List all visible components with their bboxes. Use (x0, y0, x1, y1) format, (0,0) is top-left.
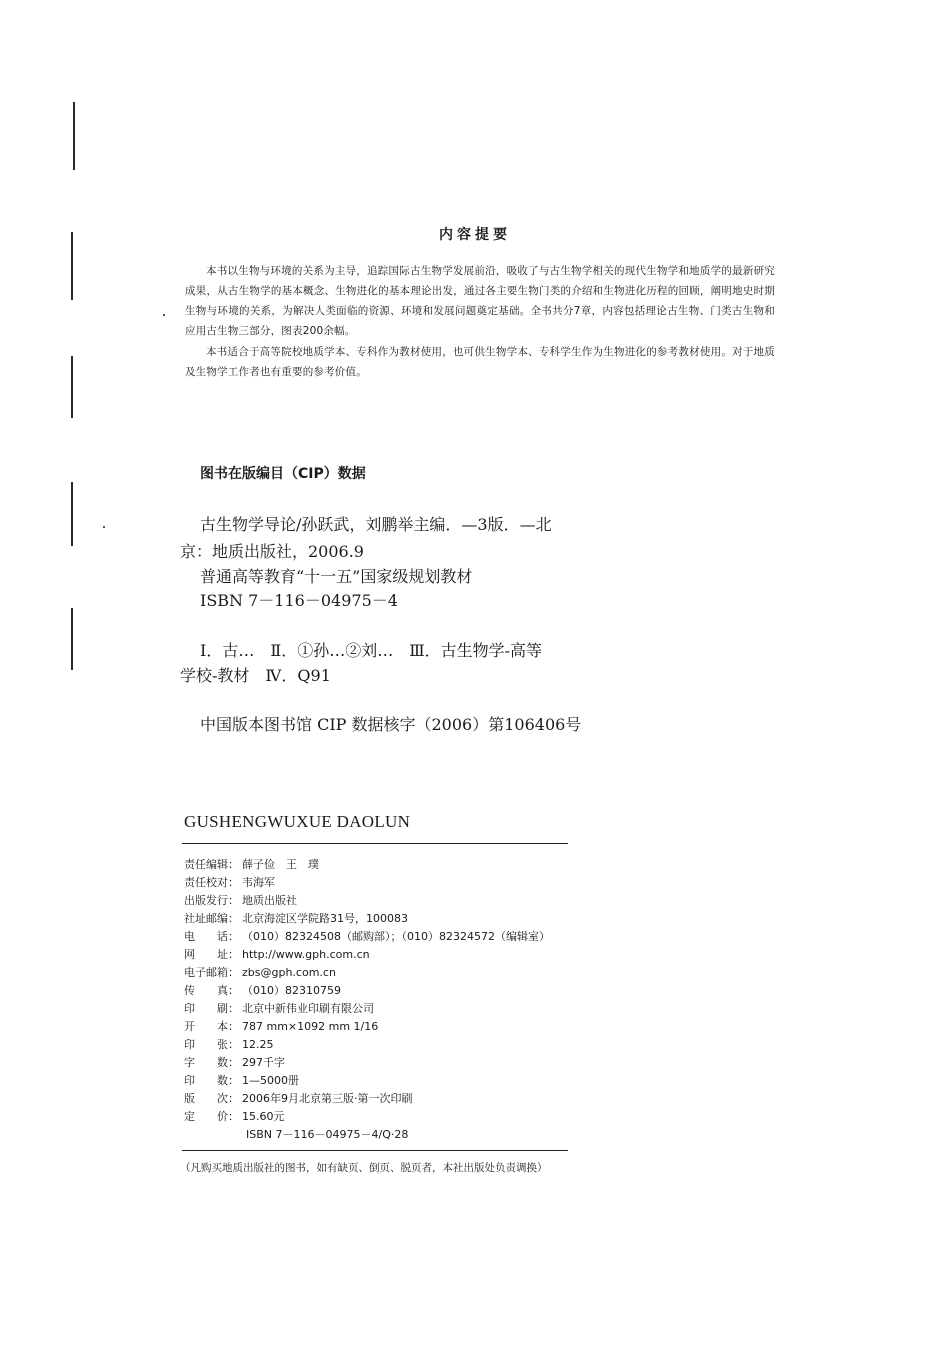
isbn-line: ISBN 7－116－04975－4/Q·28 (246, 1128, 409, 1141)
abstract-paragraph: 本书适合于高等院校地质学本、专科作为教材使用，也可供生物学本、专科学生作为生物进化的参考教材使用。对于地质及生物学工作者也有重要的参考价值。 (185, 346, 775, 378)
info-row (184, 910, 574, 928)
scan-dot (163, 314, 165, 316)
cip-line: ISBN 7－116－04975－4 (200, 591, 398, 610)
info-label: 字 数： (184, 1056, 239, 1069)
info-row (184, 1090, 574, 1108)
divider (182, 1150, 568, 1151)
info-row (184, 964, 574, 982)
scan-mark (73, 102, 75, 170)
info-value: 787 mm×1092 mm 1/16 (242, 1020, 379, 1033)
footer-note: （凡购买地质出版社的图书，如有缺页、倒页、脱页者，本社出版处负责调换） (180, 1162, 548, 1174)
info-row (184, 1072, 574, 1090)
divider (182, 843, 568, 844)
info-label: 传 真： (184, 984, 239, 997)
info-value: 1—5000册 (242, 1074, 299, 1087)
info-row (184, 1036, 574, 1054)
info-row (184, 928, 574, 946)
scan-mark (71, 356, 73, 418)
info-label: 社址邮编： (184, 912, 239, 925)
info-value: 15.60元 (242, 1110, 285, 1123)
info-row (184, 874, 574, 892)
info-value: 12.25 (242, 1038, 274, 1051)
info-row (184, 946, 574, 964)
info-row (184, 982, 574, 1000)
colophon-info-list (184, 856, 574, 1144)
cip-line: 京：地质出版社，2006.9 (180, 542, 364, 561)
info-value: 地质出版社 (242, 894, 297, 907)
scan-mark (71, 608, 73, 670)
colophon-title: GUSHENGWUXUE DAOLUN (184, 812, 411, 831)
cip-line: 古生物学导论/孙跃武，刘鹏举主编．—3版．—北 (200, 515, 552, 534)
info-label: 电子邮箱： (184, 966, 239, 979)
info-value: （010）82310759 (242, 984, 341, 997)
cip-line: 中国版本图书馆 CIP 数据核字（2006）第106406号 (200, 715, 582, 734)
info-value: 北京海淀区学院路31号，100083 (242, 912, 408, 925)
info-value: zbs@gph.com.cn (242, 966, 336, 979)
cip-heading: 图书在版编目（CIP）数据 (200, 466, 366, 482)
info-label: 印 数： (184, 1074, 239, 1087)
info-label: 印 刷： (184, 1002, 239, 1015)
info-row (184, 1054, 574, 1072)
info-row (184, 1018, 574, 1036)
info-value: 2006年9月北京第三版·第一次印刷 (242, 1092, 413, 1105)
info-row (184, 1000, 574, 1018)
info-row (184, 1108, 574, 1126)
scan-mark (71, 482, 73, 546)
cip-line: Ⅰ．古… Ⅱ．①孙…②刘… Ⅲ．古生物学-高等 (200, 641, 543, 660)
info-row (184, 856, 574, 874)
info-value: http://www.gph.com.cn (242, 948, 370, 961)
info-value: 北京中新伟业印刷有限公司 (242, 1002, 374, 1015)
info-label: 开 本： (184, 1020, 239, 1033)
cip-line: 学校-教材 Ⅳ．Q91 (180, 666, 331, 685)
info-value: 薛子俭 王 璞 (242, 858, 319, 871)
info-value: 297千字 (242, 1056, 285, 1069)
scan-dot (103, 526, 105, 528)
info-label: 责任编辑： (184, 858, 239, 871)
info-label: 电 话： (184, 930, 239, 943)
info-label: 版 次： (184, 1092, 239, 1105)
info-row (184, 892, 574, 910)
cip-line: 普通高等教育“十一五”国家级规划教材 (200, 567, 473, 586)
info-label: 网 址： (184, 948, 239, 961)
info-value: 韦海军 (242, 876, 275, 889)
info-label: 印 张： (184, 1038, 239, 1051)
info-label: 出版发行： (184, 894, 239, 907)
info-label: 定 价： (184, 1110, 239, 1123)
info-value: （010）82324508（邮购部）；（010）82324572（编辑室） (242, 930, 550, 943)
info-label: 责任校对： (184, 876, 239, 889)
abstract-title: 内容提要 (439, 227, 511, 243)
abstract-paragraph: 本书以生物与环境的关系为主导，追踪国际古生物学发展前沿，吸收了与古生物学相关的现代生物学和地质学的最新研究成果，从古生物学的基本概念、生物进化的基本理论出发，通过各主要生物门类的介绍和生物进化历程的回顾，阐明地史时期生物与环境的关系，为解决人类面临的资源、环境和发展问题奠定基础。全书共分7章，内容包括理论古生物、门类古生物和应用古生物三部分，图表200余幅。 (185, 265, 775, 337)
